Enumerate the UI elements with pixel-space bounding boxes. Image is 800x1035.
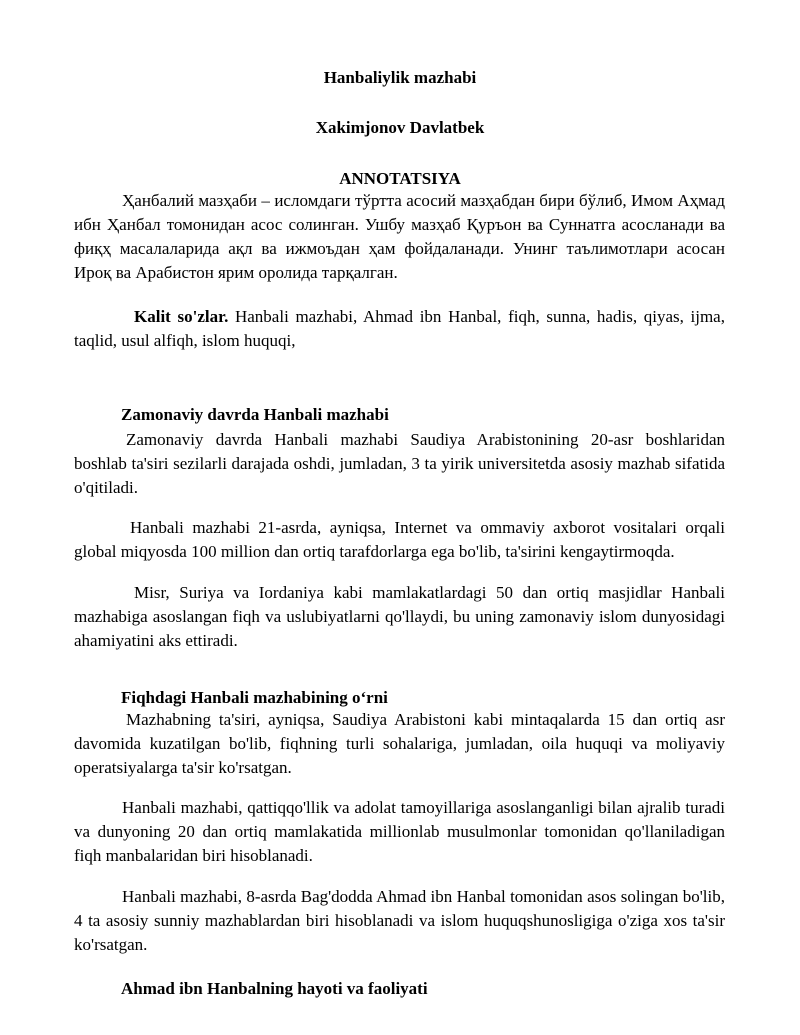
section-heading: Ahmad ibn Hanbalning hayoti va faoliyati	[121, 979, 428, 998]
section-paragraph: Misr, Suriya va Iordaniya kabi mamlakatlardagi 50 dan ortiq masjidlar Hanbali mazhabiga asoslangan fiqh va uslubiyatlarni qo'llaydi, bu uning zamonaviy islom dunyosidagi ahamiyatini aks ettiradi.	[74, 583, 725, 650]
keywords-text: Hanbali mazhabi, Ahmad ibn Hanbal, fiqh, sunna, hadis, qiyas, ijma, taqlid, usul alfiqh, islom huquqi,	[74, 307, 725, 350]
annotation-paragraph: Ҳанбалий мазҳаби – исломдаги тўртта асосий мазҳабдан бири бўлиб, Имом Аҳмад ибн Ҳанбал томонидан асос солинган. Ушбу мазҳаб Қуръон ва Суннатга асосланади ва фиқҳ масалаларида ақл ва ижмоъдан ҳам фойдаланади. Унинг таълимотлари асосан Ироқ ва Арабистон ярим оролида тарқалган.	[74, 191, 725, 282]
section-paragraph: Zamonaviy davrda Hanbali mazhabi Saudiya Arabistonining 20-asr boshlaridan boshlab ta'siri sezilarli darajada oshdi, jumladan, 3 ta yirik universitetda asosiy mazhab sifatida o'qitiladi.	[74, 430, 725, 497]
section-paragraph: Hanbali mazhabi, qattiqqo'llik va adolat tamoyillariga asoslanganligi bilan ajralib turadi va dunyoning 20 dan ortiq mamlakatida millionlab musulmonlar tomonidan qo'llaniladigan fiqh manbalaridan biri hisoblanadi.	[74, 798, 725, 865]
section-heading: Zamonaviy davrda Hanbali mazhabi	[121, 405, 389, 424]
author-name: Xakimjonov Davlatbek	[315, 118, 485, 137]
section-paragraph: Hanbali mazhabi, 8-asrda Bag'dodda Ahmad ibn Hanbal tomonidan asos solingan bo'lib, 4 ta asosiy sunniy mazhablardan biri hisoblanadi va islom huquqshunosligiga o'ziga xos ta'sir ko'rsatgan.	[74, 887, 725, 954]
keywords-label: Kalit so'zlar.	[134, 307, 229, 326]
keywords-paragraph	[74, 305, 725, 353]
document-title: Hanbaliylik mazhabi	[323, 68, 477, 87]
section-paragraph: Hanbali mazhabi 21-asrda, ayniqsa, Internet va ommaviy axborot vositalari orqali global miqyosda 100 million dan ortiq tarafdorlarga ega bo'lib, ta'sirini kengaytirmoqda.	[74, 518, 725, 561]
section-paragraph: Mazhabning ta'siri, ayniqsa, Saudiya Arabistoni kabi mintaqalarda 15 dan ortiq asr davomida kuzatilgan bo'lib, fiqhning turli sohalariga, jumladan, oila huquqi va moliyaviy operatsiyalarga ta'sir ko'rsatgan.	[74, 710, 725, 777]
section-heading: Fiqhdagi Hanbali mazhabining o‘rni	[121, 688, 388, 707]
annotation-heading: ANNOTATSIYA	[339, 169, 461, 188]
